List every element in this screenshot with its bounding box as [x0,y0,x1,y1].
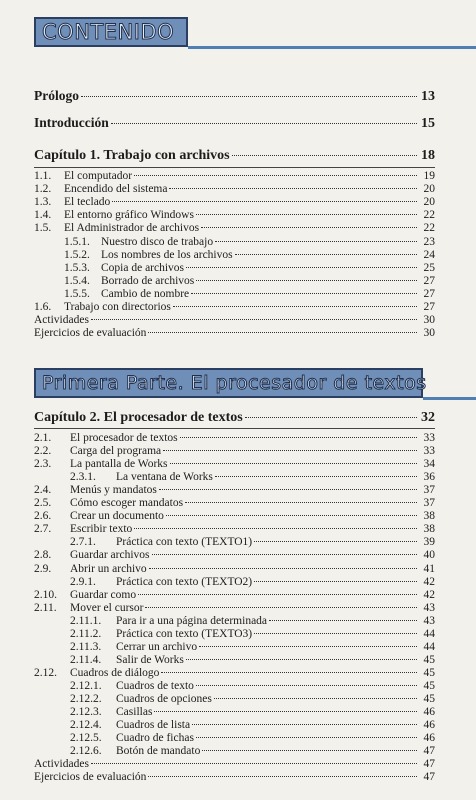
leader-dots [148,332,417,333]
toc-entry [34,301,435,313]
entry-number: 2.12.1. [70,679,102,692]
entry-page: 22 [423,209,435,222]
toc-entry [34,745,435,757]
leader-dots [196,737,417,738]
entry-title: Práctica con texto (TEXTO2) [116,575,253,588]
toc-entry [34,771,435,783]
entry-label [34,563,147,575]
toc-entry [34,471,435,483]
toc-entry [34,510,435,522]
entry-number: 2.7.1. [70,536,96,549]
leader-dots [199,646,417,647]
entry-number: 1.5.4. [64,274,90,287]
toc-entry [34,576,435,588]
entry-label [34,183,167,195]
entry-number: 2.3.1. [70,471,96,484]
entry-title: Cuadros de lista [116,719,191,732]
leader-dots [169,188,417,189]
entry-title: Trabajo con directorios [64,301,171,313]
entry-page: 20 [423,183,435,196]
entry-title: Borrado de archivos [101,274,195,287]
entry-title: Cerrar un archivo [116,640,198,653]
entry-number: 2.11. [34,601,57,614]
leader-dots [201,227,417,228]
entry-number: 1.1. [34,170,52,182]
entry-label [34,706,152,718]
leader-dots [232,155,417,156]
entry-title: Cómo escoger mandatos [70,497,184,510]
entry-page: 43 [423,614,435,627]
entry-number: 2.10. [34,588,57,601]
entry-number: 2.7. [34,523,52,536]
entry-label [34,589,136,601]
entry-number: 1.2. [34,183,52,196]
entry-label [34,745,200,757]
entry-number: 2.12.4. [70,719,102,732]
entry-label [34,236,213,248]
entry-number: 2.11.1. [70,614,102,627]
entry-number: 2.4. [34,484,52,497]
leader-dots [134,175,417,176]
contenido-banner [34,17,188,47]
leader-dots [134,528,417,529]
entry-title: El computador [64,170,133,182]
chapter1-rule [34,167,435,168]
entry-page: 47 [423,758,435,771]
toc-entry [34,170,435,182]
introduccion-entry [34,115,435,132]
entry-page: 45 [423,653,435,666]
entry-title: Introducción [34,115,109,130]
entry-page: 24 [423,248,435,261]
entry-label [34,576,252,588]
entry-title: Botón de mandato [116,745,201,758]
entry-page: 33 [423,445,435,458]
leader-dots [180,437,417,438]
leader-dots [170,463,417,464]
leader-dots [196,280,417,281]
entry-label [34,758,89,770]
entry-number: 2.11.2. [70,627,102,640]
toc-entry [34,222,435,234]
entry-page: 45 [423,666,435,679]
leader-dots [173,306,417,307]
entry-title: Los nombres de los archivos [101,248,233,261]
entry-page: 42 [423,588,435,601]
entry-page: 37 [423,497,435,510]
entry-page: 37 [423,484,435,497]
entry-label [34,693,212,705]
entry-number: 1.4. [34,209,52,222]
entry-label [34,327,146,339]
toc-entry [34,445,435,457]
entry-title: Casillas [116,706,153,719]
leader-dots [192,724,417,725]
entry-label [34,432,178,444]
contenido-rule [188,46,476,49]
entry-title: Carga del programa [70,445,162,458]
toc-entry [34,667,435,679]
entry-number: 2.8. [34,549,52,562]
toc-entry [34,458,435,470]
primera-parte-title: Primera Parte. El procesador de textos [42,372,427,394]
leader-dots [148,776,417,777]
entry-number: 2.12.3. [70,706,102,719]
toc-entry [34,484,435,496]
entry-page: 27 [423,287,435,300]
entry-page: 38 [423,523,435,536]
entry-title: Guardar como [70,588,137,601]
leader-dots [191,293,417,294]
entry-label [34,497,183,509]
toc-entry [34,680,435,692]
entry-number: 2.11.3. [70,640,102,653]
leader-dots [214,698,417,699]
entry-number: 2.6. [34,510,52,523]
entry-page: 36 [423,471,435,484]
entry-page: 47 [423,745,435,758]
entry-page: 25 [423,261,435,274]
entry-number: 1.5.1. [64,235,90,248]
toc-entry [34,693,435,705]
chapter1-heading [34,148,435,164]
chapter2-rule [34,428,435,429]
entry-title: Crear un documento [70,510,164,523]
toc-entry [34,641,435,653]
leader-dots [91,319,417,320]
prologo-entry [34,88,435,105]
toc-entry [34,275,435,287]
entry-label [34,536,252,548]
entry-title: Práctica con texto (TEXTO1) [116,536,253,549]
entry-label [34,209,194,221]
entry-label [34,196,110,208]
toc-entry [34,732,435,744]
toc-entry [34,719,435,731]
entry-title: Encendido del sistema [64,183,168,196]
leader-dots [254,633,417,634]
entry-title: El teclado [64,196,111,209]
toc-entry [34,236,435,248]
chapter2-heading [34,410,435,426]
entry-title: Mover el cursor [70,601,144,614]
entry-title: Guardar archivos [70,549,150,562]
entry-title: Escribir texto [70,523,133,536]
toc-entry [34,602,435,614]
entry-page: 45 [423,693,435,705]
leader-dots [254,541,417,542]
toc-entry [34,249,435,261]
leader-dots [112,201,417,202]
entry-title: Actividades [34,314,89,327]
entry-number: 1.5.5. [64,287,90,300]
toc-entry [34,615,435,627]
leader-dots [163,450,417,451]
entry-label [34,641,197,653]
entry-number: 2.12.5. [70,732,102,745]
leader-dots [269,620,417,621]
entry-label [34,667,159,679]
toc-entry [34,327,435,339]
toc-entry [34,314,435,326]
entry-page: 42 [423,575,435,588]
entry-label [34,222,199,234]
entry-title: La ventana de Works [116,471,213,484]
entry-label [34,262,184,274]
chapter-page: 32 [421,410,435,425]
toc-entry [34,758,435,770]
entry-number: 1.3. [34,196,52,209]
entry-number: 2.9. [34,562,52,575]
toc-entry [34,196,435,208]
entry-label [34,275,194,287]
entry-title: Abrir un archivo [70,562,147,575]
entry-page: 40 [423,549,435,562]
entry-number: 2.2. [34,445,52,458]
toc-entry [34,432,435,444]
entry-label [34,484,157,496]
leader-dots [145,607,417,608]
entry-label [34,771,146,783]
entry-label [34,719,190,731]
toc-entry [34,563,435,575]
entry-page: 44 [423,627,435,640]
entry-page: 15 [421,116,435,131]
leader-dots [154,711,417,712]
toc-entry [34,589,435,601]
leader-dots [245,417,417,418]
entry-title: La pantalla de Works [70,458,168,471]
entry-number: 1.5.3. [64,261,90,274]
toc-entry [34,262,435,274]
toc-entry [34,209,435,221]
entry-title: El procesador de textos [70,432,178,444]
entry-page: 27 [423,301,435,313]
entry-label [34,249,233,261]
entry-number: 2.1. [34,432,52,444]
entry-page: 30 [423,314,435,327]
entry-page: 46 [423,719,435,732]
entry-page: 23 [423,235,435,248]
chapter-title: Capítulo 1. Trabajo con archivos [34,148,230,163]
entry-page: 33 [423,432,435,444]
entry-title: Práctica con texto (TEXTO3) [116,627,253,640]
entry-title: Cambio de nombre [101,287,190,300]
contenido-title: CONTENIDO [42,20,175,44]
leader-dots [81,96,417,97]
entry-title: Prólogo [34,88,79,103]
chapter-title: Capítulo 2. El procesador de textos [34,410,243,425]
entry-page: 46 [423,706,435,719]
entry-title: Copia de archivos [101,261,185,274]
entry-page: 20 [423,196,435,209]
entry-title: Salir de Works [116,653,184,666]
entry-label [34,288,189,300]
entry-title: Para ir a una página determinada [116,614,268,627]
entry-title: Ejercicios de evaluación [34,327,147,340]
entry-page: 47 [423,771,435,784]
entry-number: 2.12.2. [70,693,102,705]
chapter-page: 18 [421,148,435,163]
entry-label [34,654,184,666]
entry-title: Ejercicios de evaluación [34,771,147,784]
entry-page: 39 [423,536,435,549]
toc-entry [34,497,435,509]
entry-title: Nuestro disco de trabajo [101,235,214,248]
entry-label [34,628,252,640]
entry-page: 19 [423,170,435,182]
entry-page: 41 [423,562,435,575]
entry-label [34,314,89,326]
entry-title: Cuadros de texto [116,679,194,692]
entry-number: 2.11.4. [70,653,102,666]
entry-title: Cuadros de opciones [116,693,212,705]
entry-title: El Administrador de archivos [64,222,200,235]
primera-parte-banner [34,368,427,398]
entry-label [34,301,171,313]
leader-dots [161,672,417,673]
leader-dots [186,659,417,660]
entry-page: 44 [423,640,435,653]
entry-label [34,170,132,182]
leader-dots [152,554,417,555]
entry-title: El entorno gráfico Windows [64,209,194,222]
leader-dots [138,594,417,595]
entry-title: Cuadros de diálogo [70,666,160,679]
leader-dots [235,254,417,255]
entry-number: 1.6. [34,301,52,313]
leader-dots [185,502,417,503]
toc-entry [34,536,435,548]
toc-entry [34,654,435,666]
leader-dots [254,581,417,582]
entry-number: 2.12. [34,666,57,679]
toc-entry [34,628,435,640]
leader-dots [196,214,417,215]
leader-dots [149,568,417,569]
entry-label [34,615,267,627]
entry-page: 46 [423,732,435,745]
entry-label [34,602,143,614]
entry-number: 2.12.6. [70,745,102,758]
entry-label [34,471,213,483]
entry-page: 43 [423,601,435,614]
entry-label [34,732,194,744]
entry-title: Menús y mandatos [70,484,157,497]
leader-dots [166,515,417,516]
entry-page: 45 [423,679,435,692]
entry-label [34,445,161,457]
entry-title: Cuadro de fichas [116,732,194,745]
leader-dots [91,763,417,764]
entry-label [34,680,194,692]
entry-number: 2.3. [34,458,52,471]
toc-entry [34,549,435,561]
entry-title: Actividades [34,758,89,771]
entry-number: 2.9.1. [70,575,96,588]
entry-page: 13 [421,89,435,104]
leader-dots [111,123,417,124]
entry-label [34,510,164,522]
toc-entry [34,288,435,300]
leader-dots [159,489,417,490]
leader-dots [202,750,417,751]
entry-page: 34 [423,458,435,471]
leader-dots [215,476,417,477]
toc-entry [34,523,435,535]
leader-dots [186,267,417,268]
toc-entry [34,183,435,195]
entry-number: 2.5. [34,497,52,510]
leader-dots [196,685,417,686]
entry-label [34,549,150,561]
entry-number: 1.5. [34,222,52,235]
leader-dots [215,241,417,242]
entry-number: 1.5.2. [64,248,90,261]
entry-page: 27 [423,274,435,287]
primera-parte-rule [423,397,476,400]
entry-label [34,523,132,535]
entry-label [34,458,168,470]
entry-page: 22 [423,222,435,235]
entry-page: 30 [423,327,435,340]
entry-page: 38 [423,510,435,523]
toc-entry [34,706,435,718]
